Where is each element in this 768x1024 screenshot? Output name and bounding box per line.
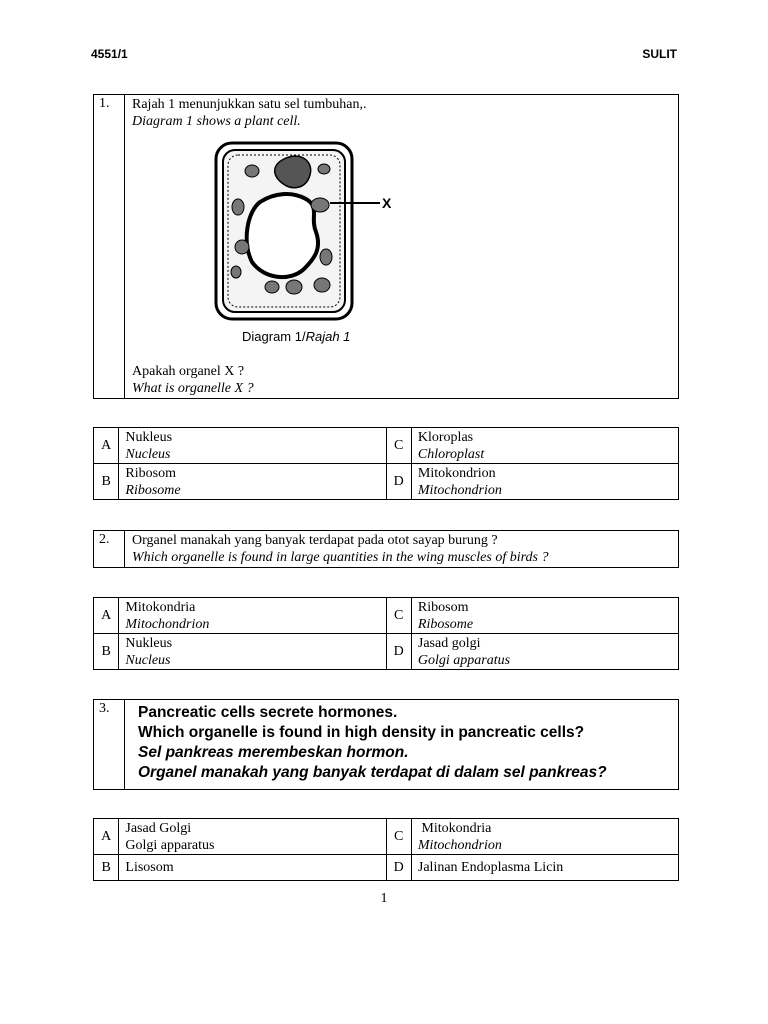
option-letter[interactable]: A	[94, 598, 119, 634]
question-2-options	[93, 597, 679, 670]
question-2-stem-ms: Organel manakah yang banyak terdapat pada otot sayap burung ?	[132, 533, 498, 548]
diagram-label-x: X	[382, 195, 392, 211]
option-letter[interactable]: C	[386, 819, 411, 855]
page-number: 1	[380, 891, 388, 906]
option-text[interactable]: Ribosom Ribosome	[411, 598, 678, 634]
option-letter[interactable]: B	[94, 634, 119, 670]
option-text[interactable]: Ribosom Ribosome	[119, 464, 386, 500]
option-text[interactable]: Jalinan Endoplasma Licin	[411, 855, 678, 881]
question-3-line-4: Organel manakah yang banyak terdapat di dalam sel pankreas?	[138, 764, 607, 781]
plant-cell-diagram	[212, 137, 512, 329]
option-letter[interactable]: D	[386, 464, 411, 500]
option-text[interactable]: Mitokondria Mitochondrion	[119, 598, 386, 634]
confidential-label: SULIT	[642, 47, 677, 61]
question-2-box	[93, 530, 679, 568]
option-text[interactable]: Jasad golgi Golgi apparatus	[411, 634, 678, 670]
question-1-stem-en: Diagram 1 shows a plant cell.	[132, 114, 301, 129]
question-1-options	[93, 427, 679, 500]
option-letter[interactable]: C	[386, 428, 411, 464]
question-3-line-1: Pancreatic cells secrete hormones.	[138, 704, 398, 721]
question-2-stem-en: Which organelle is found in large quantities in the wing muscles of birds ?	[132, 550, 549, 565]
question-1-number: 1.	[99, 96, 110, 111]
question-3-line-2: Which organelle is found in high density in pancreatic cells?	[138, 724, 585, 741]
question-3-line-3: Sel pankreas merembeskan hormon.	[138, 744, 409, 761]
diagram-caption: Diagram 1/Rajah 1	[242, 329, 351, 344]
question-1-ask-ms: Apakah organel X ?	[132, 364, 245, 379]
question-3-options	[93, 818, 679, 881]
question-3-box	[93, 699, 679, 790]
option-letter[interactable]: A	[94, 428, 119, 464]
question-1-box	[93, 94, 679, 399]
paper-code: 4551/1	[91, 47, 128, 61]
question-1-stem-ms: Rajah 1 menunjukkan satu sel tumbuhan,.	[132, 97, 367, 112]
option-text[interactable]: Mitokondria Mitochondrion	[411, 819, 678, 855]
option-letter[interactable]: B	[94, 855, 119, 881]
question-2-number: 2.	[99, 532, 110, 547]
question-3-number: 3.	[99, 701, 110, 716]
option-text[interactable]: Mitokondrion Mitochondrion	[411, 464, 678, 500]
option-letter[interactable]: D	[386, 634, 411, 670]
option-letter[interactable]: B	[94, 464, 119, 500]
option-text[interactable]: Nukleus Nucleus	[119, 634, 386, 670]
option-text[interactable]: Jasad Golgi Golgi apparatus	[119, 819, 386, 855]
question-1-ask-en: What is organelle X ?	[132, 381, 254, 396]
option-letter[interactable]: C	[386, 598, 411, 634]
option-letter[interactable]: A	[94, 819, 119, 855]
option-letter[interactable]: D	[386, 855, 411, 881]
option-text[interactable]: Nukleus Nucleus	[119, 428, 386, 464]
option-text[interactable]: Kloroplas Chloroplast	[411, 428, 678, 464]
option-text[interactable]: Lisosom	[119, 855, 386, 881]
